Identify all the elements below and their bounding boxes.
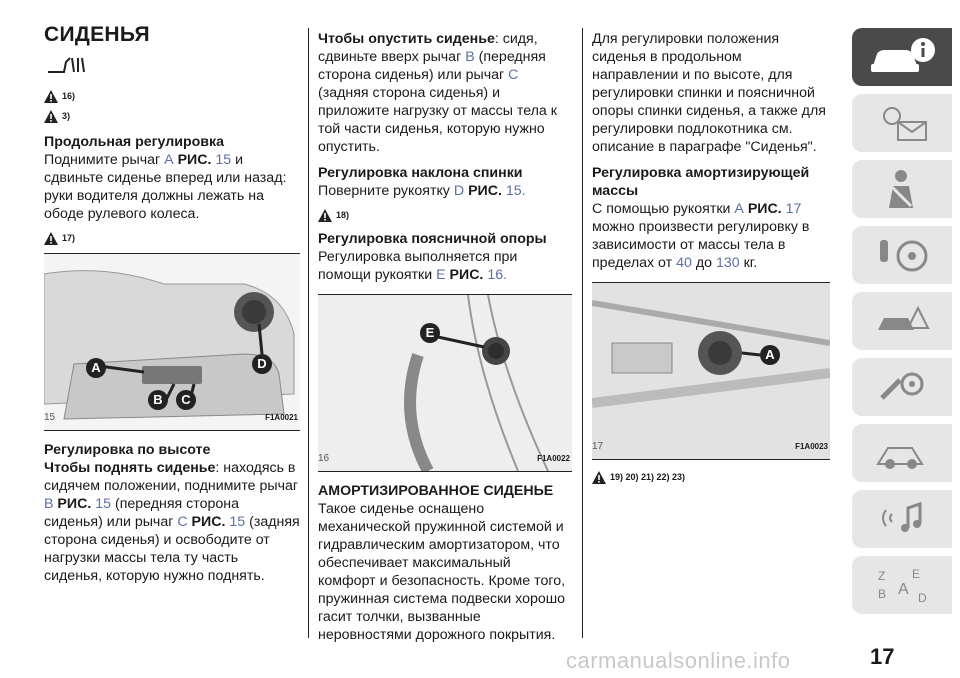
- chapter-tabs: [852, 28, 952, 622]
- warning-ref-row: [44, 87, 300, 105]
- column-divider: [308, 28, 309, 638]
- body-text: Чтобы поднять сиденье: находясь в сидячем положении, поднимите рычаг B РИС. 15 (передняя сторона сиденья) или рычаг C РИС. 15 (задняя сторона сиденья) и освободите от нагрузки массы тела ту часть сиденья, которую нужно поднять.: [44, 460, 300, 584]
- alphabet-index-icon: [872, 564, 932, 606]
- figure-15: [44, 253, 300, 431]
- figure-code: F1A0023: [795, 442, 828, 451]
- body-text: С помощью рукоятки А РИС. 17 можно произвести регулировку в зависимости от массы тела в пределах от 40 до 130 кг.: [592, 201, 810, 271]
- figure-number: 17: [592, 441, 604, 452]
- svg-text:Z: Z: [878, 569, 886, 583]
- callout-a: A: [86, 358, 106, 378]
- warning-ref: 17): [62, 233, 76, 243]
- tab-multimedia[interactable]: [852, 490, 952, 548]
- svg-text:A: A: [898, 581, 909, 598]
- figure-number: 15: [44, 412, 56, 423]
- warning-ref-row: [592, 468, 830, 486]
- seat-side-illustration: [44, 254, 300, 430]
- tab-maintenance[interactable]: [852, 358, 952, 416]
- body-text: Поверните рукоятку D РИС. 15.: [318, 183, 526, 199]
- body-text: Регулировка выполняется при помощи рукоятки E РИС. 16.: [318, 249, 518, 283]
- callout-c: C: [176, 390, 196, 410]
- section-heading: АМОРТИЗИРОВАННОЕ СИДЕНЬЕ: [318, 483, 554, 499]
- figure-code: F1A0022: [537, 454, 570, 463]
- body-text: Чтобы опустить сиденье: сидя, сдвиньте вверх рычаг B (передняя сторона сиденья) или рычаг C (задняя сторона сиденья) и приложите нагрузку от массы тела к той части сиденья, которую нужно опустить.: [318, 31, 557, 155]
- tab-lights-messages[interactable]: [852, 94, 952, 152]
- page-number: 17: [870, 644, 895, 669]
- warning-ref-row: [318, 206, 572, 224]
- column-3: [592, 30, 830, 488]
- section-heading: Продольная регулировка: [44, 134, 225, 150]
- tab-safety[interactable]: [852, 160, 952, 218]
- warning-lights-icon: [872, 102, 932, 144]
- callout-e: E: [420, 323, 440, 343]
- warning-ref: 18): [336, 210, 350, 220]
- svg-text:B: B: [878, 587, 887, 601]
- page-title: СИДЕНЬЯ: [44, 23, 150, 46]
- warning-triangle-icon: [592, 471, 606, 484]
- section-heading: Регулировка наклона спинки: [318, 165, 523, 181]
- warning-ref: 3): [62, 111, 71, 121]
- section-heading: Регулировка поясничной опоры: [318, 231, 547, 247]
- figure-code: F1A0021: [265, 413, 298, 422]
- column-divider: [582, 28, 583, 638]
- maintenance-icon: [872, 366, 932, 408]
- column-1: [44, 23, 300, 585]
- tab-index[interactable]: [852, 556, 952, 614]
- body-text: Поднимите рычаг А РИС. 15 и сдвиньте сиденье вперед или назад: руки водителя должны лежать на ободе рулевого колеса.: [44, 152, 287, 222]
- multimedia-icon: [872, 498, 932, 540]
- figure-number: 16: [318, 453, 330, 464]
- tab-starting-driving[interactable]: [852, 226, 952, 284]
- tab-emergency[interactable]: [852, 292, 952, 350]
- warning-ref: 16): [62, 91, 76, 101]
- warning-ref-row: [44, 107, 300, 125]
- emergency-icon: [872, 300, 932, 342]
- figure-16: [318, 294, 572, 472]
- warning-ref-row: [44, 229, 300, 247]
- car-info-icon: [867, 36, 937, 78]
- watermark-text: carmanualsonline.info: [566, 648, 791, 673]
- body-text: Такое сиденье оснащено механической пружинной системой и гидравлическим амортизатором, что обеспечивает максимальный комфорт и безопасность. Кроме того, пружинная система подвески хорошо гасит толчки, вызванные неровностями дорожного покрытия.: [318, 501, 566, 643]
- tab-car-info[interactable]: [852, 28, 952, 86]
- warning-triangle-icon: [44, 90, 58, 103]
- callout-a: A: [760, 345, 780, 365]
- column-2: [318, 30, 572, 644]
- section-heading: Регулировка по высоте: [44, 442, 211, 458]
- lumbar-knob-illustration: [318, 295, 572, 471]
- warning-triangle-icon: [44, 232, 58, 245]
- seat-adjust-icon: [44, 54, 300, 81]
- svg-text:E: E: [912, 567, 921, 581]
- warning-triangle-icon: [44, 110, 58, 123]
- svg-text:D: D: [918, 591, 927, 605]
- seatbelt-icon: [877, 168, 927, 210]
- technical-data-icon: [872, 432, 932, 474]
- body-text: Для регулировки положения сиденья в продольном направлении и по высоте, для регулировки спинки и поясничной опоры спинки сиденья, а также для регулировки подлокотника см. описание в параграфе "Сиденья".: [592, 31, 826, 155]
- tab-technical-data[interactable]: [852, 424, 952, 482]
- figure-17: [592, 282, 830, 460]
- key-steering-icon: [872, 234, 932, 276]
- callout-b: B: [148, 390, 168, 410]
- damper-knob-illustration: [592, 283, 830, 459]
- warning-triangle-icon: [318, 209, 332, 222]
- warning-ref: 19) 20) 21) 22) 23): [610, 472, 686, 482]
- callout-d: D: [252, 354, 272, 374]
- section-heading: Регулировка амортизирующей массы: [592, 165, 810, 199]
